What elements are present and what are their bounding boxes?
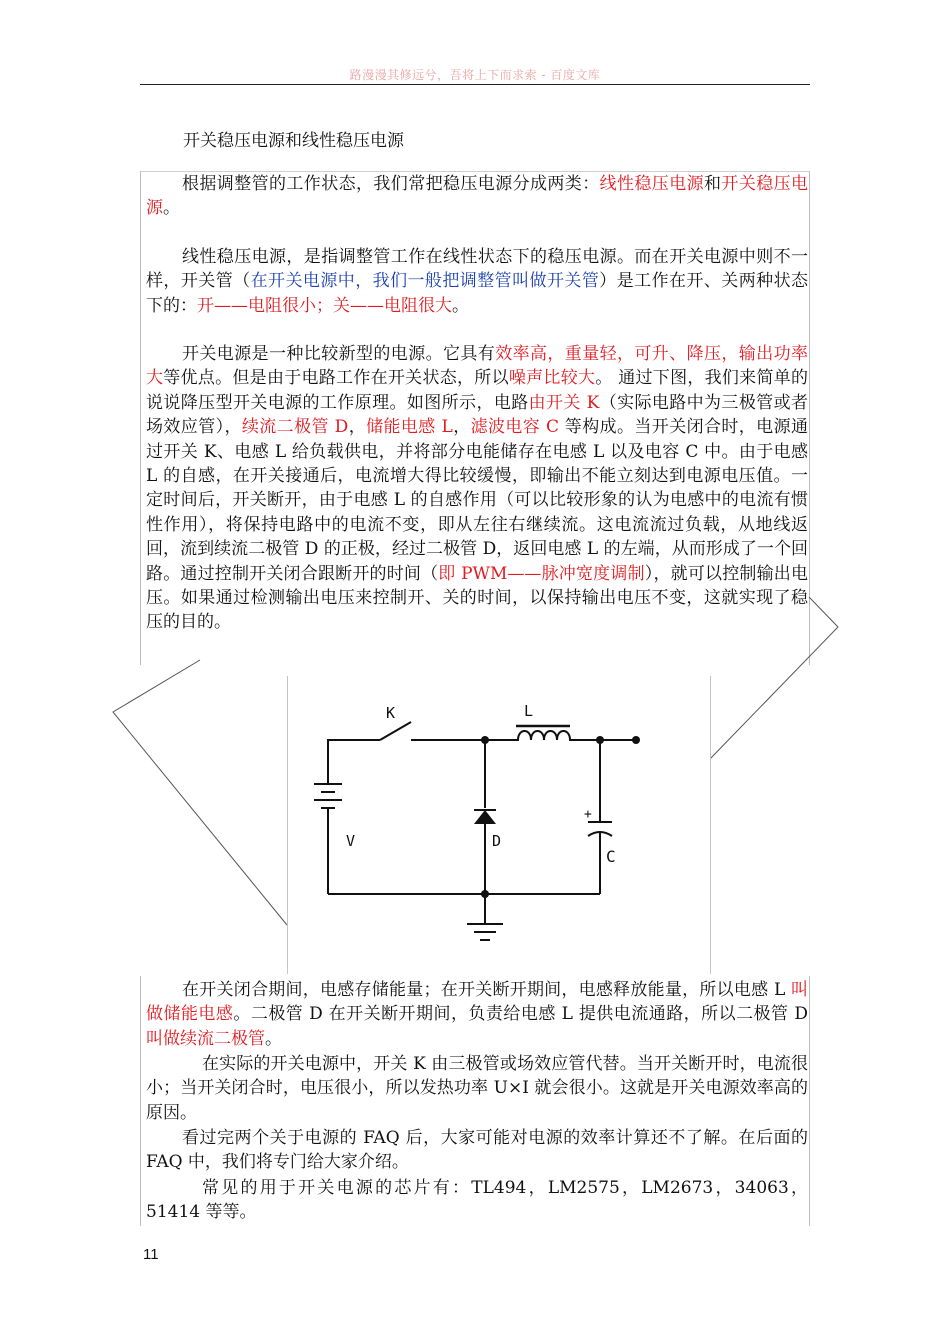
paragraph-2: 线性稳压电源，是指调整管工作在线性状态下的稳压电源。而在开关电源中则不一样，开关管（在开关电源中，我们一般把调整管叫做开关管）是工作在开、关两种状态下的：开——电阻很小；关——电阻很大。 xyxy=(146,247,809,316)
inductor-coil xyxy=(514,731,600,740)
document-title: 开关稳压电源和线性稳压电源 xyxy=(183,131,404,151)
paragraph-3: 开关电源是一种比较新型的电源。它具有效率高，重量轻，可升、降压，输出功率大等优点。但是由于电路工作在开关状态，所以噪声比较大。 通过下图，我们来简单的说说降压型开关电源的工作原理。如图所示，电路由开关 K（实际电路中为三极管或者场效应管），续流二极管 D，储能电感 L，滤波电容 C 等构成。当开关闭合时，电源通过开关 K、电感 L 给负载供电，并将部分电能储存在电感 L 以及电容 C 中。由于电感 L 的自感，在开关接通后，电流增大得比较缓慢，即输出不能立刻达到电源电压值。一定时间后，开关断开，由于电感 L 的自感作用（可以比较形象的认为电感中的电流有惯性作用），将保持电路中的电流不变，即从左往右继续流。这电流流过负载，从地线返回，流到续流二极管 D 的正极，经过二极管 D，返回电感 L 的左端，从而形成了一个回路。通过控制开关闭合跟断开的时间（即 PWM——脉冲宽度调制），就可以控制输出电压。如果通过检测输出电压来控制开、关的时间，以保持输出电压不变，这就实现了稳压的目的。 xyxy=(146,344,809,633)
source-label: V xyxy=(346,832,356,850)
paragraph-6: 看过完两个关于电源的 FAQ 后，大家可能对电源的效率计算还不了解。在后面的 FAQ 中，我们将专门给大家介绍。 xyxy=(146,1128,808,1173)
paragraph-1: 根据调整管的工作状态，我们常把稳压电源分成两类：线性稳压电源和开关稳压电源。 xyxy=(146,174,809,219)
paragraph-5: 在实际的开关电源中，开关 K 由三极管或场效应管代替。当开关断开时，电流很小；当开关闭合时，电压很小，所以发热功率 U×I 就会很小。这就是开关电源效率高的原因。 xyxy=(146,1054,808,1123)
switch-blade xyxy=(380,722,411,740)
inductor-label: L xyxy=(524,702,534,720)
capacitor-polarity: + xyxy=(584,807,592,822)
diode-symbol xyxy=(474,810,496,824)
diode-label: D xyxy=(492,832,502,850)
paragraph-4: 在开关闭合期间，电感存储能量；在开关断开期间，电感释放能量，所以电感 L 叫做储能电感。二极管 D 在开关断开期间，负责给电感 L 提供电流通路，所以二极管 D 叫做续流二极管。 xyxy=(146,980,809,1049)
page-number: 11 xyxy=(143,1246,159,1263)
header-watermark: 路漫漫其修远兮，吾将上下而求索 - 百度文库 xyxy=(349,68,601,82)
buck-converter-diagram xyxy=(287,676,711,974)
capacitor-label: C xyxy=(606,847,616,866)
paragraph-7: 常见的用于开关电源的芯片有：TL494，LM2575，LM2673，34063，51414 等等。 xyxy=(146,1178,808,1223)
switch-label: K xyxy=(386,704,396,722)
